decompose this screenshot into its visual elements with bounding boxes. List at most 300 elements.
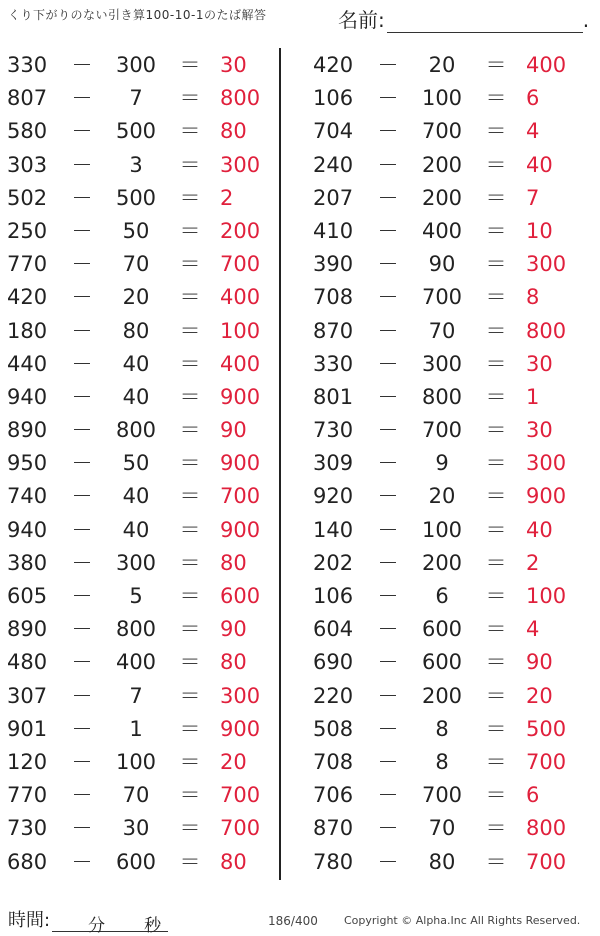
minus-sign: － [377,285,399,310]
minuend: 950 [7,451,48,476]
problem-row [0,49,280,82]
minus-sign: － [71,517,93,542]
answer: 700 [220,252,261,277]
subtrahend: 200 [421,683,463,708]
minuend: 704 [313,119,354,144]
equals-sign: ＝ [485,584,507,608]
subtrahend: 1 [129,716,143,741]
subtrahend: 700 [421,783,463,808]
equals-sign: ＝ [485,650,507,675]
minus-sign: － [71,152,93,177]
minus-sign: － [71,384,93,409]
minuend: 940 [7,384,48,409]
answer: 90 [220,418,247,443]
subtrahend: 500 [115,119,157,144]
minuend: 140 [313,517,354,542]
minuend: 480 [7,650,48,675]
equals-sign: ＝ [179,152,201,177]
minus-sign: － [71,351,93,376]
subtrahend: 40 [122,517,150,542]
minus-sign: － [71,584,93,608]
answer: 300 [220,152,261,177]
seconds-label: 秒 [144,916,162,936]
subtrahend: 70 [428,318,456,343]
minus-sign: － [377,816,399,841]
column-divider [279,48,281,880]
subtrahend: 30 [122,816,150,841]
equals-sign: ＝ [485,517,507,542]
subtrahend: 700 [421,418,463,443]
minuend: 870 [313,318,354,343]
equals-sign: ＝ [179,484,201,509]
answer: 40 [526,152,553,177]
minus-sign: － [377,749,399,774]
minuend: 390 [313,252,354,277]
subtrahend: 3 [129,152,143,177]
problem-row [306,115,586,148]
equals-sign: ＝ [179,517,201,542]
minus-sign: － [377,517,399,542]
minus-sign: － [377,716,399,741]
equals-sign: ＝ [485,683,507,708]
answer: 700 [220,783,261,808]
minuend: 680 [7,849,48,874]
minus-sign: － [71,418,93,443]
answer: 80 [220,119,247,144]
minus-sign: － [377,351,399,376]
subtrahend: 400 [421,218,463,243]
minus-sign: － [71,650,93,675]
minus-sign: － [377,650,399,675]
answer: 30 [526,351,553,376]
minus-sign: － [71,53,93,77]
equals-sign: ＝ [179,451,201,476]
minuend: 410 [313,218,354,243]
equals-sign: ＝ [485,218,507,243]
problem-row [306,281,586,314]
answer: 700 [220,484,261,509]
answer: 20 [526,683,553,708]
answer: 300 [220,683,261,708]
answer: 4 [526,617,540,642]
problem-row [306,547,586,580]
minuend: 870 [313,816,354,841]
equals-sign: ＝ [485,617,507,642]
subtrahend: 300 [421,351,463,376]
problem-row [0,348,280,381]
problem-row [306,348,586,381]
subtrahend: 400 [115,650,157,675]
subtrahend: 600 [421,650,463,675]
equals-sign: ＝ [179,650,201,675]
name-label: 名前: [338,8,385,32]
equals-sign: ＝ [485,550,507,575]
minuend: 106 [313,584,354,608]
equals-sign: ＝ [485,185,507,210]
problem-row [0,182,280,215]
problem-row [306,82,586,115]
answer: 700 [526,849,567,874]
problem-row [306,846,586,879]
equals-sign: ＝ [179,418,201,443]
answer: 1 [526,384,540,409]
answer: 6 [526,783,540,808]
copyright-text: Copyright © Alpha.Inc All Rights Reserved. [344,914,581,927]
problem-row [0,315,280,348]
answer: 100 [526,584,567,608]
problem-row [306,414,586,447]
minuend: 202 [313,550,354,575]
subtrahend: 500 [115,185,157,210]
minus-sign: － [71,716,93,741]
answer: 100 [220,318,261,343]
problem-row [0,646,280,679]
problem-row [306,248,586,281]
subtrahend: 40 [122,384,150,409]
minus-sign: － [377,252,399,277]
minuend: 708 [313,285,354,310]
equals-sign: ＝ [485,849,507,874]
problem-row [0,149,280,182]
problem-row [306,779,586,812]
minus-sign: － [71,451,93,476]
minuend: 780 [313,849,354,874]
equals-sign: ＝ [179,749,201,774]
equals-sign: ＝ [485,783,507,808]
minuend: 250 [7,218,48,243]
minuend: 303 [7,152,48,177]
subtrahend: 9 [435,451,449,476]
page-number: 186/400 [268,914,318,928]
subtrahend: 800 [115,617,157,642]
problem-row [0,381,280,414]
name-dot: . [582,8,590,32]
problem-row [306,49,586,82]
minuend: 508 [313,716,354,741]
subtrahend: 200 [421,550,463,575]
subtrahend: 20 [122,285,150,310]
time-label: 時間: [8,910,51,931]
problem-row [0,414,280,447]
minuend: 220 [313,683,354,708]
equals-sign: ＝ [179,816,201,841]
subtrahend: 200 [421,185,463,210]
minus-sign: － [71,119,93,144]
subtrahend: 70 [122,252,150,277]
minuend: 440 [7,351,48,376]
subtrahend: 40 [122,351,150,376]
minuend: 706 [313,783,354,808]
subtrahend: 700 [421,119,463,144]
equals-sign: ＝ [179,617,201,642]
problem-row [306,514,586,547]
equals-sign: ＝ [179,86,201,111]
equals-sign: ＝ [485,451,507,476]
time-underline [52,911,168,936]
subtrahend: 100 [115,749,157,774]
minus-sign: － [377,318,399,343]
minuend: 690 [313,650,354,675]
minuend: 730 [7,816,48,841]
equals-sign: ＝ [485,716,507,741]
problem-row [306,580,586,613]
problem-row [306,646,586,679]
subtrahend: 80 [428,849,456,874]
subtrahend: 300 [115,550,157,575]
minuend: 380 [7,550,48,575]
minuend: 920 [313,484,354,509]
minuend: 420 [7,285,48,310]
problem-row [306,480,586,513]
minus-sign: － [71,484,93,509]
minuend: 770 [7,783,48,808]
problem-row [306,812,586,845]
minus-sign: － [71,849,93,874]
minuend: 708 [313,749,354,774]
equals-sign: ＝ [485,86,507,111]
problem-row [0,680,280,713]
answer: 2 [220,185,234,210]
equals-sign: ＝ [179,351,201,376]
equals-sign: ＝ [485,816,507,841]
problem-row [306,182,586,215]
problem-row [0,846,280,879]
minuend: 604 [313,617,354,642]
answer: 500 [526,716,567,741]
problem-row [0,447,280,480]
minus-sign: － [377,86,399,111]
answer: 8 [526,285,540,310]
problem-row [306,381,586,414]
problem-row [306,680,586,713]
minuend: 120 [7,749,48,774]
answer: 900 [526,484,567,509]
problem-row [0,480,280,513]
minus-sign: － [377,119,399,144]
answer: 400 [220,351,261,376]
answer: 400 [220,285,261,310]
subtrahend: 8 [435,749,449,774]
subtrahend: 80 [122,318,150,343]
answer: 20 [220,749,247,774]
equals-sign: ＝ [179,185,201,210]
minus-sign: － [377,617,399,642]
subtrahend: 50 [122,218,150,243]
subtrahend: 200 [421,152,463,177]
problem-row [306,315,586,348]
minuend: 240 [313,152,354,177]
answer: 400 [526,53,567,77]
equals-sign: ＝ [179,119,201,144]
answer: 700 [220,816,261,841]
minus-sign: － [377,484,399,509]
subtrahend: 600 [115,849,157,874]
minus-sign: － [377,53,399,77]
answer: 200 [220,218,261,243]
answer: 80 [220,650,247,675]
problem-row [0,514,280,547]
worksheet-title: くり下がりのない引き算100-10-1のたば解答 [8,8,267,22]
problem-row [0,547,280,580]
answer: 800 [220,86,261,111]
problem-row [306,713,586,746]
minuend: 770 [7,252,48,277]
answer: 2 [526,550,540,575]
minuend: 502 [7,185,48,210]
equals-sign: ＝ [485,484,507,509]
minutes-label: 分 [88,916,106,936]
subtrahend: 50 [122,451,150,476]
problem-row [0,248,280,281]
minuend: 940 [7,517,48,542]
answer: 900 [220,451,261,476]
problem-row [306,149,586,182]
problem-row [0,281,280,314]
subtrahend: 700 [421,285,463,310]
name-underline [387,12,583,33]
problem-row [0,82,280,115]
answer: 6 [526,86,540,111]
equals-sign: ＝ [179,550,201,575]
problem-row [306,613,586,646]
answer: 900 [220,517,261,542]
minus-sign: － [71,285,93,310]
answer: 800 [526,816,567,841]
answer: 900 [220,716,261,741]
subtrahend: 100 [421,517,463,542]
equals-sign: ＝ [485,418,507,443]
minus-sign: － [377,683,399,708]
minus-sign: － [377,152,399,177]
subtrahend: 70 [122,783,150,808]
minus-sign: － [71,550,93,575]
problem-row [0,779,280,812]
minuend: 901 [7,716,48,741]
subtrahend: 300 [115,53,157,77]
subtrahend: 90 [428,252,456,277]
subtrahend: 6 [435,584,449,608]
equals-sign: ＝ [485,351,507,376]
problem-row [306,746,586,779]
name-field [338,4,589,33]
equals-sign: ＝ [485,318,507,343]
answer: 90 [526,650,553,675]
equals-sign: ＝ [485,53,507,77]
minus-sign: － [377,418,399,443]
minus-sign: － [377,584,399,608]
answer: 600 [220,584,261,608]
minus-sign: － [377,384,399,409]
minuend: 207 [313,185,354,210]
minuend: 580 [7,119,48,144]
minuend: 605 [7,584,48,608]
problem-row [0,613,280,646]
equals-sign: ＝ [485,119,507,144]
answer: 40 [526,517,553,542]
equals-sign: ＝ [179,849,201,874]
subtrahend: 7 [129,683,143,708]
equals-sign: ＝ [179,683,201,708]
minus-sign: － [71,816,93,841]
minus-sign: － [71,252,93,277]
equals-sign: ＝ [179,218,201,243]
answer: 300 [526,252,567,277]
problem-row [0,215,280,248]
problem-row [0,580,280,613]
subtrahend: 8 [435,716,449,741]
equals-sign: ＝ [485,384,507,409]
minuend: 420 [313,53,354,77]
minus-sign: － [71,218,93,243]
equals-sign: ＝ [485,749,507,774]
minuend: 890 [7,418,48,443]
equals-sign: ＝ [179,384,201,409]
answer: 80 [220,849,247,874]
problem-row [306,215,586,248]
answer: 4 [526,119,540,144]
minus-sign: － [377,783,399,808]
equals-sign: ＝ [179,285,201,310]
minus-sign: － [71,185,93,210]
minuend: 106 [313,86,354,111]
answer: 10 [526,218,553,243]
minuend: 330 [7,53,48,77]
answer: 900 [220,384,261,409]
minus-sign: － [377,849,399,874]
minuend: 801 [313,384,354,409]
equals-sign: ＝ [179,252,201,277]
equals-sign: ＝ [485,152,507,177]
equals-sign: ＝ [485,285,507,310]
answer: 30 [220,53,247,77]
subtrahend: 20 [428,484,456,509]
answer: 700 [526,749,567,774]
minus-sign: － [71,86,93,111]
problem-row [0,746,280,779]
subtrahend: 5 [129,584,143,608]
minus-sign: － [377,185,399,210]
minus-sign: － [71,617,93,642]
answer: 80 [220,550,247,575]
minuend: 807 [7,86,48,111]
answer: 300 [526,451,567,476]
problem-row [0,713,280,746]
minus-sign: － [377,218,399,243]
minuend: 890 [7,617,48,642]
answer: 800 [526,318,567,343]
subtrahend: 7 [129,86,143,111]
minus-sign: － [71,749,93,774]
minus-sign: － [377,451,399,476]
problem-row [0,115,280,148]
subtrahend: 800 [421,384,463,409]
minuend: 309 [313,451,354,476]
time-field [8,906,168,936]
minus-sign: － [71,783,93,808]
subtrahend: 70 [428,816,456,841]
answer: 7 [526,185,540,210]
equals-sign: ＝ [179,318,201,343]
minuend: 730 [313,418,354,443]
minuend: 330 [313,351,354,376]
problem-column-right [306,49,586,879]
equals-sign: ＝ [179,584,201,608]
problem-row [0,812,280,845]
answer: 30 [526,418,553,443]
equals-sign: ＝ [179,53,201,77]
equals-sign: ＝ [179,783,201,808]
subtrahend: 40 [122,484,150,509]
